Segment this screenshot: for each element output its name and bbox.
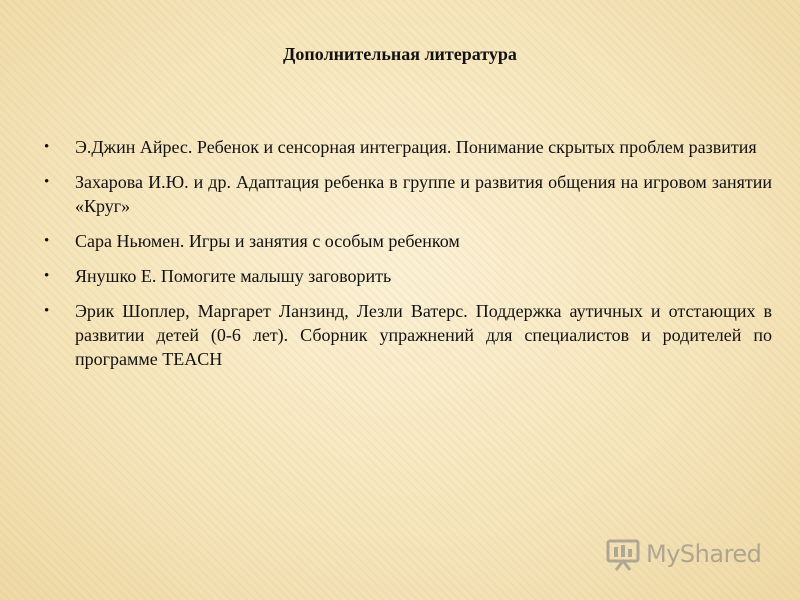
bibliography-list: [44, 135, 772, 382]
list-item-text: Захарова И.Ю. и др. Адаптация ребенка в группе и развития общения на игровом занятии «Круг»: [75, 172, 772, 216]
bullet: •: [44, 268, 50, 284]
slide-title: Дополнительная литература: [283, 44, 517, 64]
bullet: •: [44, 233, 50, 249]
list-item-text: Янушко Е. Помогите малышу заговорить: [75, 266, 392, 286]
list-item: [44, 135, 772, 159]
list-item-text: Э.Джин Айрес. Ребенок и сенсорная интеграция. Понимание скрытых проблем развития: [75, 137, 757, 157]
watermark-text: MyShared: [646, 540, 762, 568]
list-item: [44, 170, 772, 218]
list-item: [44, 229, 772, 253]
bullet: •: [44, 303, 50, 319]
myshared-watermark: [606, 536, 766, 572]
bullet: •: [44, 174, 50, 190]
list-item: [44, 264, 772, 288]
list-item-text: Сара Ньюмен. Игры и занятия с особым ребенком: [75, 231, 460, 251]
presentation-board-icon: [606, 537, 640, 571]
list-item-text: Эрик Шоплер, Маргарет Ланзинд, Лезли Ватерс. Поддержка аутичных и отстающих в развитии детей (0-6 лет). Сборник упражнений для специалистов и родителей по программе TEACH: [75, 301, 772, 369]
bullet: •: [44, 139, 50, 155]
list-item: [44, 299, 772, 371]
